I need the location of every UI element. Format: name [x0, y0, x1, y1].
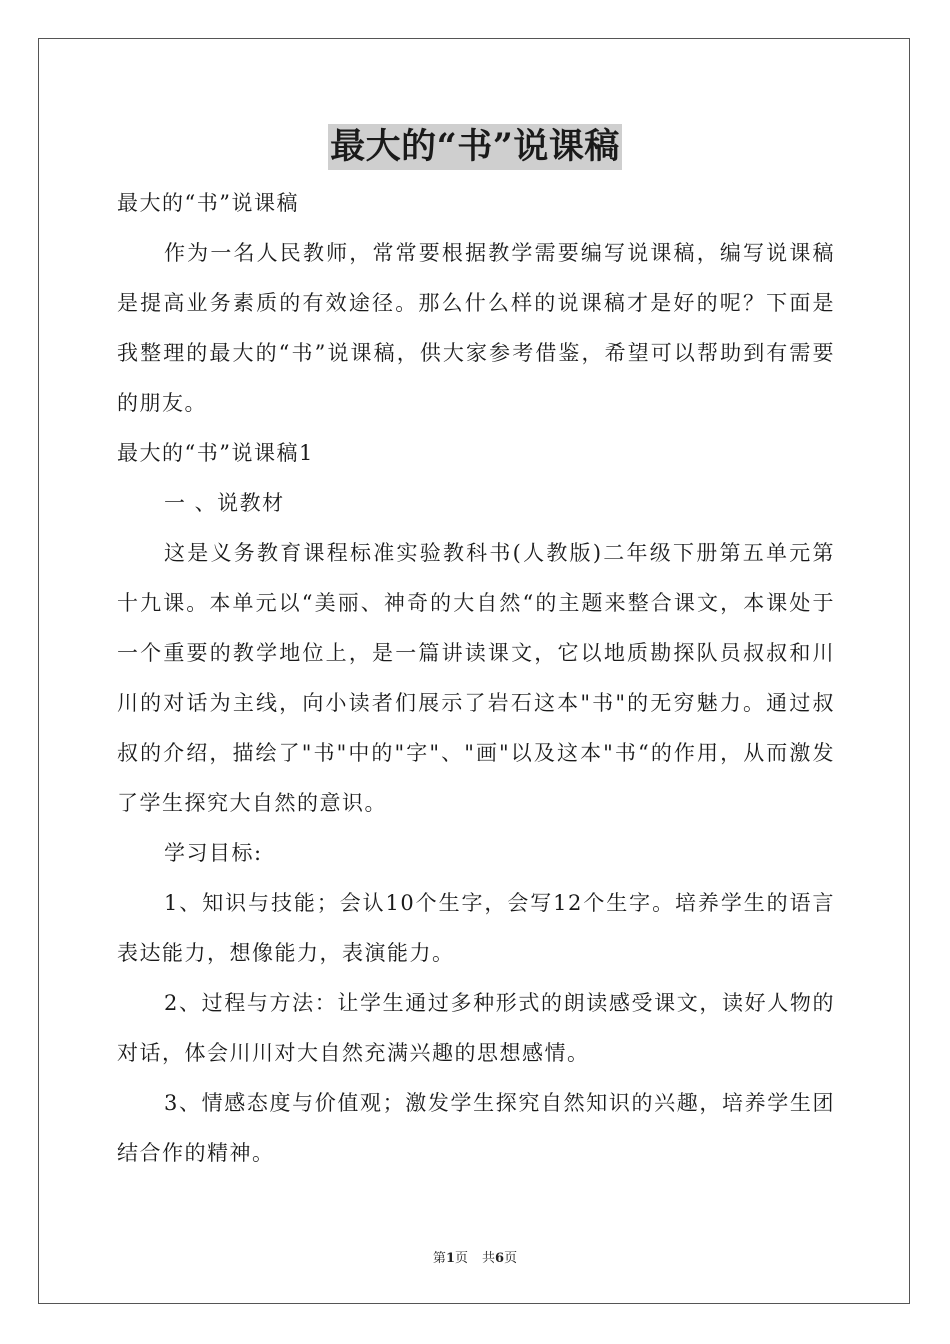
document-body: [117, 178, 835, 1178]
paragraph-intro: 作为一名人民教师，常常要根据教学需要编写说课稿，编写说课稿是提高业务素质的有效途径。那么什么样的说课稿才是好的呢？下面是我整理的最大的“书”说课稿，供大家参考借鉴，希望可以帮助到有需要的朋友。: [117, 241, 835, 415]
paragraph-subheading-textbook: 一 、说教材: [164, 491, 285, 515]
paragraph-goal-2: 2、过程与方法：让学生通过多种形式的朗读感受课文，读好人物的对话，体会川川对大自然充满兴趣的思想感情。: [117, 991, 835, 1065]
page-suffix: 页: [454, 1251, 468, 1266]
page-prefix: 第: [432, 1251, 446, 1266]
paragraph-subtitle: 最大的“书”说课稿: [117, 191, 299, 215]
paragraph-textbook-description: 这是义务教育课程标准实验教科书(人教版)二年级下册第五单元第十九课。本单元以“美丽、神奇的大自然“的主题来整合课文，本课处于一个重要的教学地位上，是一篇讲读课文，它以地质勘探队员叔叔和川川的对话为主线，向小读者们展示了岩石这本"书"的无穷魅力。通过叔叔的介绍，描绘了"书"中的"字"、"画"以及这本"书“的作用，从而激发了学生探究大自然的意识。: [117, 541, 835, 815]
paragraph-section-heading: 最大的“书”说课稿1: [117, 441, 314, 465]
paragraph-goal-1: 1、知识与技能；会认10个生字，会写12个生字。培养学生的语言表达能力，想像能力，表演能力。: [117, 891, 835, 965]
paragraph-learning-goals-heading: 学习目标:: [164, 841, 263, 865]
total-pages: 6: [495, 1251, 505, 1266]
paragraph-goal-3: 3、情感态度与价值观；激发学生探究自然知识的兴趣，培养学生团结合作的精神。: [117, 1091, 835, 1165]
page-number: 1: [445, 1251, 455, 1266]
document-title: 最大的“书”说课稿: [328, 124, 622, 170]
page-footer: [0, 1247, 950, 1266]
title-container: [0, 124, 950, 170]
total-suffix: 页: [504, 1251, 518, 1266]
total-prefix: 共: [482, 1251, 496, 1266]
